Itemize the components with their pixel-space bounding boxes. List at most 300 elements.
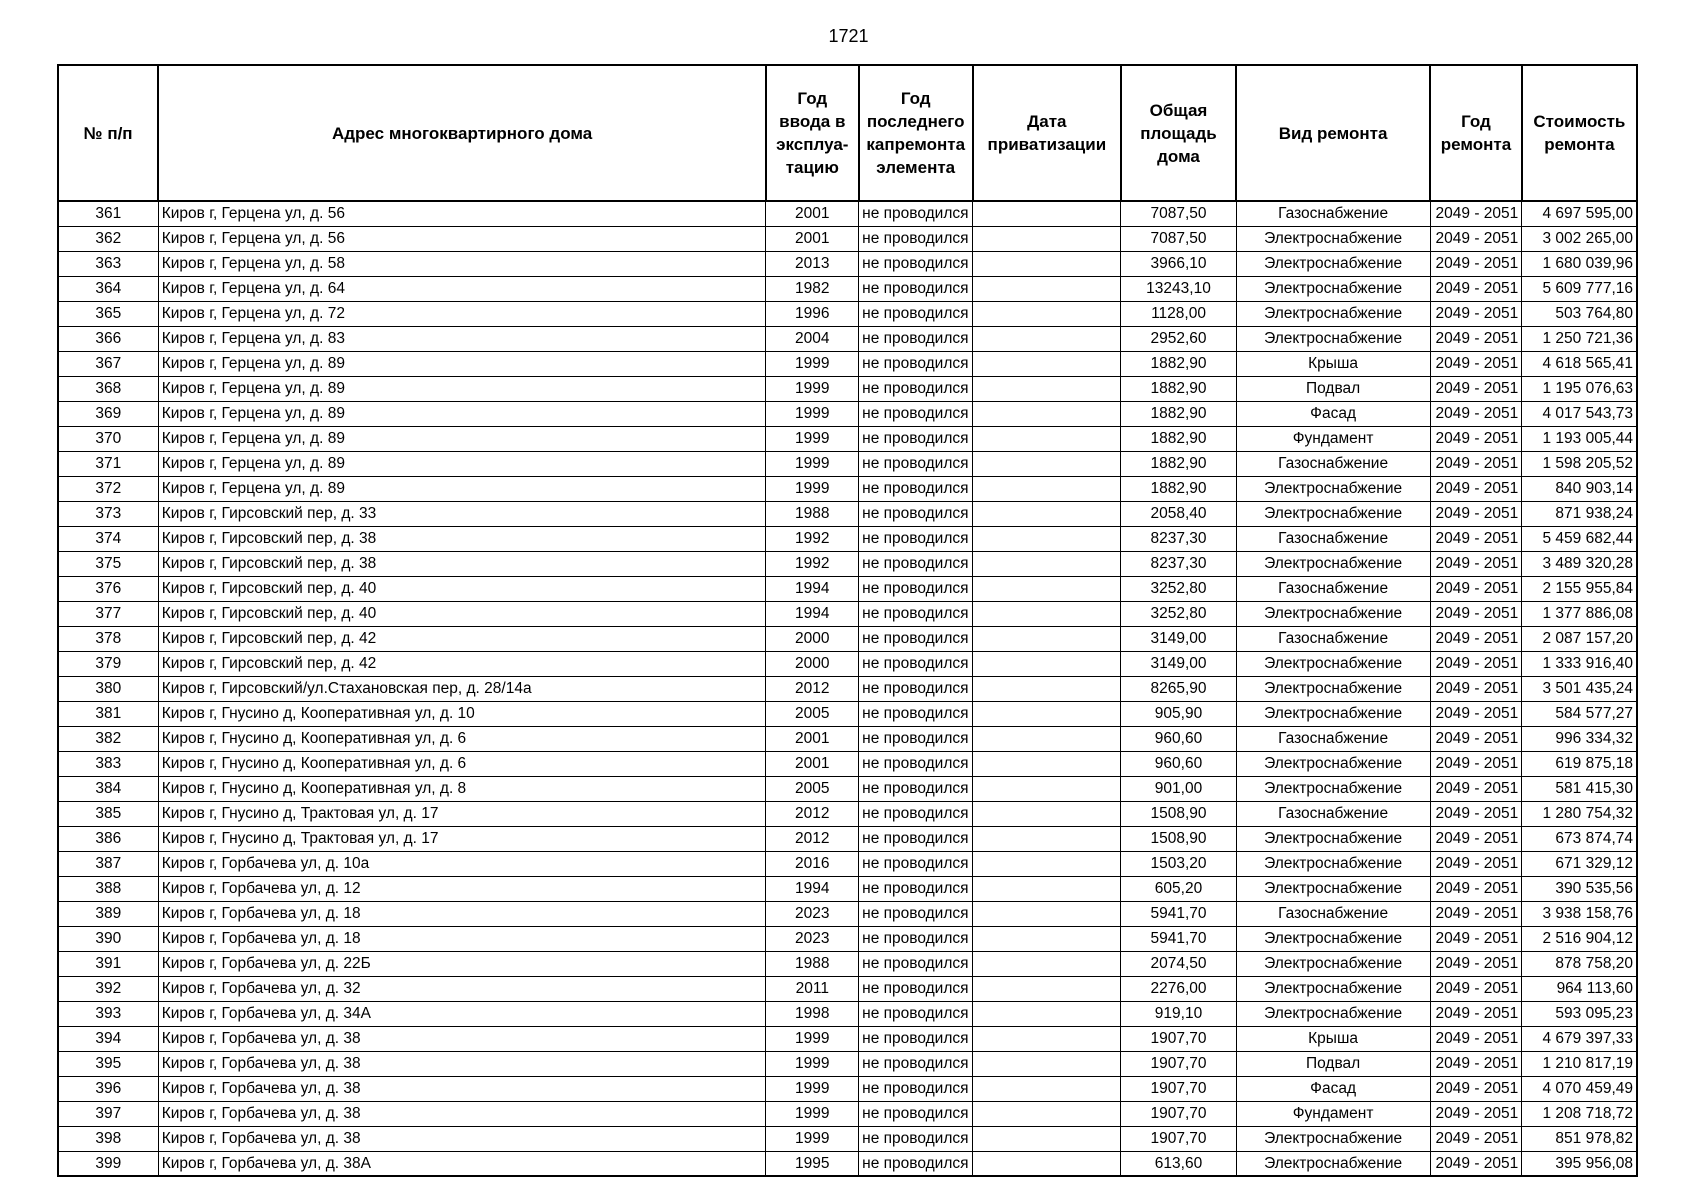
cell-repair-type: Электроснабжение: [1236, 976, 1430, 1001]
cell-last-repair: не проводился: [859, 751, 973, 776]
cell-privatization: [973, 501, 1121, 526]
cell-cost: 581 415,30: [1522, 776, 1637, 801]
table-row: [58, 751, 1637, 776]
cell-privatization: [973, 601, 1121, 626]
table-row: [58, 426, 1637, 451]
cell-repair-year: 2049 - 2051: [1430, 476, 1522, 501]
table-row: [58, 551, 1637, 576]
cell-cost: 395 956,08: [1522, 1151, 1637, 1176]
cell-repair-year: 2049 - 2051: [1430, 251, 1522, 276]
cell-repair-type: Электроснабжение: [1236, 551, 1430, 576]
cell-address: Киров г, Гирсовский пер, д. 40: [158, 576, 766, 601]
cell-privatization: [973, 951, 1121, 976]
cell-num: 374: [58, 526, 158, 551]
cell-repair-year: 2049 - 2051: [1430, 351, 1522, 376]
cell-repair-type: Подвал: [1236, 1051, 1430, 1076]
cell-cost: 671 329,12: [1522, 851, 1637, 876]
cell-area: 1882,90: [1121, 476, 1236, 501]
cell-repair-year: 2049 - 2051: [1430, 801, 1522, 826]
cell-privatization: [973, 526, 1121, 551]
table-row: [58, 651, 1637, 676]
cell-repair-type: Электроснабжение: [1236, 501, 1430, 526]
cell-repair-type: Электроснабжение: [1236, 326, 1430, 351]
cell-last-repair: не проводился: [859, 201, 973, 226]
cell-cost: 1 280 754,32: [1522, 801, 1637, 826]
cell-address: Киров г, Гнусино д, Кооперативная ул, д. 6: [158, 751, 766, 776]
cell-address: Киров г, Гнусино д, Трактовая ул, д. 17: [158, 826, 766, 851]
cell-year-built: 2012: [766, 826, 859, 851]
cell-num: 380: [58, 676, 158, 701]
cell-year-built: 1996: [766, 301, 859, 326]
cell-repair-type: Электроснабжение: [1236, 876, 1430, 901]
cell-area: 2952,60: [1121, 326, 1236, 351]
cell-address: Киров г, Гирсовский пер, д. 38: [158, 551, 766, 576]
cell-privatization: [973, 576, 1121, 601]
cell-privatization: [973, 401, 1121, 426]
cell-repair-type: Электроснабжение: [1236, 276, 1430, 301]
cell-num: 373: [58, 501, 158, 526]
cell-last-repair: не проводился: [859, 851, 973, 876]
cell-privatization: [973, 901, 1121, 926]
cell-year-built: 1999: [766, 351, 859, 376]
cell-year-built: 2011: [766, 976, 859, 1001]
cell-address: Киров г, Горбачева ул, д. 32: [158, 976, 766, 1001]
cell-repair-type: Электроснабжение: [1236, 301, 1430, 326]
cell-year-built: 2005: [766, 701, 859, 726]
cell-repair-type: Электроснабжение: [1236, 476, 1430, 501]
cell-privatization: [973, 1051, 1121, 1076]
cell-repair-year: 2049 - 2051: [1430, 851, 1522, 876]
cell-last-repair: не проводился: [859, 426, 973, 451]
cell-repair-type: Газоснабжение: [1236, 726, 1430, 751]
cell-privatization: [973, 1151, 1121, 1176]
cell-cost: 619 875,18: [1522, 751, 1637, 776]
table-row: [58, 776, 1637, 801]
table-row: [58, 251, 1637, 276]
table-row: [58, 376, 1637, 401]
cell-privatization: [973, 226, 1121, 251]
cell-cost: 840 903,14: [1522, 476, 1637, 501]
table-row: [58, 951, 1637, 976]
cell-repair-type: Электроснабжение: [1236, 951, 1430, 976]
table-row: [58, 226, 1637, 251]
cell-privatization: [973, 351, 1121, 376]
cell-cost: 503 764,80: [1522, 301, 1637, 326]
cell-cost: 1 210 817,19: [1522, 1051, 1637, 1076]
cell-repair-type: Электроснабжение: [1236, 701, 1430, 726]
cell-last-repair: не проводился: [859, 926, 973, 951]
cell-address: Киров г, Гирсовский пер, д. 42: [158, 626, 766, 651]
cell-repair-type: Электроснабжение: [1236, 1001, 1430, 1026]
cell-repair-type: Электроснабжение: [1236, 1151, 1430, 1176]
cell-year-built: 2016: [766, 851, 859, 876]
header-area: Общая площадь дома: [1121, 65, 1236, 201]
cell-area: 905,90: [1121, 701, 1236, 726]
cell-year-built: 2023: [766, 901, 859, 926]
cell-repair-year: 2049 - 2051: [1430, 376, 1522, 401]
table-row: [58, 876, 1637, 901]
cell-cost: 5 459 682,44: [1522, 526, 1637, 551]
cell-last-repair: не проводился: [859, 301, 973, 326]
cell-repair-year: 2049 - 2051: [1430, 1001, 1522, 1026]
cell-num: 389: [58, 901, 158, 926]
cell-year-built: 1998: [766, 1001, 859, 1026]
cell-privatization: [973, 826, 1121, 851]
table-row: [58, 901, 1637, 926]
cell-last-repair: не проводился: [859, 1101, 973, 1126]
cell-cost: 1 195 076,63: [1522, 376, 1637, 401]
cell-area: 960,60: [1121, 726, 1236, 751]
cell-address: Киров г, Горбачева ул, д. 34А: [158, 1001, 766, 1026]
cell-privatization: [973, 776, 1121, 801]
cell-repair-year: 2049 - 2051: [1430, 601, 1522, 626]
cell-address: Киров г, Герцена ул, д. 89: [158, 376, 766, 401]
cell-cost: 1 598 205,52: [1522, 451, 1637, 476]
cell-repair-type: Электроснабжение: [1236, 1126, 1430, 1151]
table-row: [58, 351, 1637, 376]
cell-num: 369: [58, 401, 158, 426]
cell-num: 376: [58, 576, 158, 601]
cell-repair-type: Электроснабжение: [1236, 826, 1430, 851]
cell-address: Киров г, Горбачева ул, д. 18: [158, 926, 766, 951]
cell-privatization: [973, 201, 1121, 226]
cell-last-repair: не проводился: [859, 326, 973, 351]
cell-privatization: [973, 451, 1121, 476]
cell-repair-type: Газоснабжение: [1236, 576, 1430, 601]
cell-num: 372: [58, 476, 158, 501]
cell-address: Киров г, Горбачева ул, д. 38: [158, 1026, 766, 1051]
cell-num: 384: [58, 776, 158, 801]
cell-privatization: [973, 851, 1121, 876]
cell-address: Киров г, Горбачева ул, д. 38: [158, 1101, 766, 1126]
cell-repair-year: 2049 - 2051: [1430, 201, 1522, 226]
cell-address: Киров г, Горбачева ул, д. 10а: [158, 851, 766, 876]
cell-address: Киров г, Горбачева ул, д. 38А: [158, 1151, 766, 1176]
cell-year-built: 2012: [766, 801, 859, 826]
header-row: [58, 65, 1637, 201]
cell-privatization: [973, 726, 1121, 751]
cell-area: 1882,90: [1121, 426, 1236, 451]
cell-privatization: [973, 1001, 1121, 1026]
cell-cost: 4 618 565,41: [1522, 351, 1637, 376]
cell-year-built: 2001: [766, 201, 859, 226]
cell-cost: 3 002 265,00: [1522, 226, 1637, 251]
cell-cost: 1 208 718,72: [1522, 1101, 1637, 1126]
cell-repair-year: 2049 - 2051: [1430, 1076, 1522, 1101]
table-row: [58, 1126, 1637, 1151]
header-privatization: Дата приватизации: [973, 65, 1121, 201]
cell-cost: 2 087 157,20: [1522, 626, 1637, 651]
cell-last-repair: не проводился: [859, 1001, 973, 1026]
cell-cost: 3 938 158,76: [1522, 901, 1637, 926]
cell-last-repair: не проводился: [859, 526, 973, 551]
cell-year-built: 2001: [766, 751, 859, 776]
cell-cost: 1 680 039,96: [1522, 251, 1637, 276]
cell-num: 365: [58, 301, 158, 326]
cell-privatization: [973, 876, 1121, 901]
cell-address: Киров г, Гирсовский пер, д. 40: [158, 601, 766, 626]
cell-area: 1882,90: [1121, 376, 1236, 401]
cell-last-repair: не проводился: [859, 951, 973, 976]
cell-repair-type: Электроснабжение: [1236, 601, 1430, 626]
cell-address: Киров г, Герцена ул, д. 56: [158, 226, 766, 251]
table-row: [58, 1076, 1637, 1101]
table-row: [58, 801, 1637, 826]
cell-cost: 1 377 886,08: [1522, 601, 1637, 626]
table-row: [58, 1001, 1637, 1026]
cell-address: Киров г, Горбачева ул, д. 18: [158, 901, 766, 926]
cell-last-repair: не проводился: [859, 1126, 973, 1151]
cell-year-built: 1992: [766, 551, 859, 576]
cell-repair-type: Газоснабжение: [1236, 801, 1430, 826]
cell-year-built: 1999: [766, 376, 859, 401]
cell-repair-type: Крыша: [1236, 351, 1430, 376]
cell-num: 361: [58, 201, 158, 226]
cell-year-built: 1982: [766, 276, 859, 301]
cell-address: Киров г, Гирсовский/ул.Стахановская пер, д. 28/14а: [158, 676, 766, 701]
table-row: [58, 476, 1637, 501]
header-last-repair: Год последнего капремонта элемента: [859, 65, 973, 201]
page-number: 1721: [828, 26, 869, 46]
cell-area: 2058,40: [1121, 501, 1236, 526]
cell-address: Киров г, Гнусино д, Кооперативная ул, д. 6: [158, 726, 766, 751]
cell-repair-type: Электроснабжение: [1236, 226, 1430, 251]
table-row: [58, 501, 1637, 526]
cell-repair-year: 2049 - 2051: [1430, 1101, 1522, 1126]
header-address: Адрес многоквартирного дома: [158, 65, 766, 201]
cell-last-repair: не проводился: [859, 701, 973, 726]
cell-area: 5941,70: [1121, 926, 1236, 951]
cell-year-built: 2004: [766, 326, 859, 351]
cell-privatization: [973, 751, 1121, 776]
table-row: [58, 576, 1637, 601]
cell-last-repair: не проводился: [859, 276, 973, 301]
cell-area: 7087,50: [1121, 226, 1236, 251]
header-cost: Стоимость ремонта: [1522, 65, 1637, 201]
header-repair-type: Вид ремонта: [1236, 65, 1430, 201]
cell-area: 3149,00: [1121, 626, 1236, 651]
cell-area: 919,10: [1121, 1001, 1236, 1026]
cell-cost: 584 577,27: [1522, 701, 1637, 726]
cell-area: 960,60: [1121, 751, 1236, 776]
cell-last-repair: не проводился: [859, 501, 973, 526]
cell-year-built: 2012: [766, 676, 859, 701]
cell-privatization: [973, 476, 1121, 501]
cell-privatization: [973, 276, 1121, 301]
cell-year-built: 2023: [766, 926, 859, 951]
cell-repair-year: 2049 - 2051: [1430, 751, 1522, 776]
cell-repair-year: 2049 - 2051: [1430, 501, 1522, 526]
cell-num: 363: [58, 251, 158, 276]
cell-num: 390: [58, 926, 158, 951]
cell-last-repair: не проводился: [859, 251, 973, 276]
cell-num: 378: [58, 626, 158, 651]
cell-repair-type: Электроснабжение: [1236, 776, 1430, 801]
cell-last-repair: не проводился: [859, 451, 973, 476]
cell-repair-year: 2049 - 2051: [1430, 1051, 1522, 1076]
cell-repair-year: 2049 - 2051: [1430, 876, 1522, 901]
cell-year-built: 2001: [766, 726, 859, 751]
cell-year-built: 2000: [766, 626, 859, 651]
cell-repair-type: Электроснабжение: [1236, 251, 1430, 276]
cell-num: 381: [58, 701, 158, 726]
cell-last-repair: не проводился: [859, 726, 973, 751]
table-row: [58, 1051, 1637, 1076]
cell-cost: 964 113,60: [1522, 976, 1637, 1001]
cell-year-built: 2001: [766, 226, 859, 251]
cell-last-repair: не проводился: [859, 351, 973, 376]
cell-num: 398: [58, 1126, 158, 1151]
cell-cost: 4 697 595,00: [1522, 201, 1637, 226]
cell-num: 393: [58, 1001, 158, 1026]
cell-cost: 593 095,23: [1522, 1001, 1637, 1026]
table-row: [58, 676, 1637, 701]
cell-repair-type: Подвал: [1236, 376, 1430, 401]
cell-address: Киров г, Гнусино д, Кооперативная ул, д. 10: [158, 701, 766, 726]
table-row: [58, 1151, 1637, 1176]
cell-address: Киров г, Гирсовский пер, д. 33: [158, 501, 766, 526]
cell-cost: 5 609 777,16: [1522, 276, 1637, 301]
cell-repair-year: 2049 - 2051: [1430, 276, 1522, 301]
cell-year-built: 2000: [766, 651, 859, 676]
cell-address: Киров г, Гирсовский пер, д. 38: [158, 526, 766, 551]
cell-year-built: 1994: [766, 601, 859, 626]
cell-num: 364: [58, 276, 158, 301]
cell-cost: 673 874,74: [1522, 826, 1637, 851]
table-row: [58, 626, 1637, 651]
cell-repair-year: 2049 - 2051: [1430, 226, 1522, 251]
cell-cost: 4 017 543,73: [1522, 401, 1637, 426]
cell-repair-year: 2049 - 2051: [1430, 301, 1522, 326]
cell-privatization: [973, 1026, 1121, 1051]
cell-area: 605,20: [1121, 876, 1236, 901]
cell-cost: 2 516 904,12: [1522, 926, 1637, 951]
cell-num: 399: [58, 1151, 158, 1176]
table-row: [58, 276, 1637, 301]
cell-num: 397: [58, 1101, 158, 1126]
cell-year-built: 1995: [766, 1151, 859, 1176]
cell-year-built: 2005: [766, 776, 859, 801]
cell-address: Киров г, Горбачева ул, д. 38: [158, 1076, 766, 1101]
cell-num: 370: [58, 426, 158, 451]
cell-address: Киров г, Герцена ул, д. 89: [158, 351, 766, 376]
cell-repair-type: Фасад: [1236, 401, 1430, 426]
cell-cost: 3 489 320,28: [1522, 551, 1637, 576]
cell-last-repair: не проводился: [859, 401, 973, 426]
cell-repair-type: Электроснабжение: [1236, 926, 1430, 951]
cell-address: Киров г, Герцена ул, д. 89: [158, 426, 766, 451]
cell-area: 2074,50: [1121, 951, 1236, 976]
cell-last-repair: не проводился: [859, 626, 973, 651]
cell-repair-type: Фундамент: [1236, 1101, 1430, 1126]
cell-privatization: [973, 976, 1121, 1001]
cell-area: 613,60: [1121, 1151, 1236, 1176]
cell-address: Киров г, Гнусино д, Трактовая ул, д. 17: [158, 801, 766, 826]
table-row: [58, 1026, 1637, 1051]
cell-privatization: [973, 651, 1121, 676]
cell-area: 3966,10: [1121, 251, 1236, 276]
cell-area: 1907,70: [1121, 1126, 1236, 1151]
cell-cost: 1 193 005,44: [1522, 426, 1637, 451]
cell-address: Киров г, Герцена ул, д. 89: [158, 401, 766, 426]
cell-area: 7087,50: [1121, 201, 1236, 226]
cell-repair-year: 2049 - 2051: [1430, 651, 1522, 676]
cell-num: 362: [58, 226, 158, 251]
cell-area: 8265,90: [1121, 676, 1236, 701]
cell-area: 1882,90: [1121, 401, 1236, 426]
cell-address: Киров г, Гнусино д, Кооперативная ул, д. 8: [158, 776, 766, 801]
repair-register-table: [57, 64, 1638, 1177]
cell-num: 391: [58, 951, 158, 976]
table-row: [58, 601, 1637, 626]
cell-repair-year: 2049 - 2051: [1430, 326, 1522, 351]
cell-num: 379: [58, 651, 158, 676]
table-row: [58, 526, 1637, 551]
cell-year-built: 1994: [766, 576, 859, 601]
cell-last-repair: не проводился: [859, 676, 973, 701]
cell-num: 388: [58, 876, 158, 901]
cell-repair-year: 2049 - 2051: [1430, 1151, 1522, 1176]
table-body: [58, 201, 1637, 1176]
cell-area: 5941,70: [1121, 901, 1236, 926]
cell-num: 368: [58, 376, 158, 401]
cell-privatization: [973, 701, 1121, 726]
cell-privatization: [973, 301, 1121, 326]
cell-repair-type: Электроснабжение: [1236, 651, 1430, 676]
cell-area: 1882,90: [1121, 451, 1236, 476]
cell-repair-type: Газоснабжение: [1236, 451, 1430, 476]
cell-last-repair: не проводился: [859, 776, 973, 801]
cell-last-repair: не проводился: [859, 476, 973, 501]
cell-repair-year: 2049 - 2051: [1430, 551, 1522, 576]
cell-address: Киров г, Герцена ул, д. 64: [158, 276, 766, 301]
cell-repair-year: 2049 - 2051: [1430, 926, 1522, 951]
cell-area: 8237,30: [1121, 551, 1236, 576]
cell-area: 3252,80: [1121, 601, 1236, 626]
table-row: [58, 326, 1637, 351]
cell-area: 1907,70: [1121, 1026, 1236, 1051]
cell-num: 367: [58, 351, 158, 376]
cell-privatization: [973, 251, 1121, 276]
table-row: [58, 451, 1637, 476]
cell-year-built: 2013: [766, 251, 859, 276]
cell-cost: 996 334,32: [1522, 726, 1637, 751]
header-year-built: Год ввода в эксплуа-тацию: [766, 65, 859, 201]
cell-repair-year: 2049 - 2051: [1430, 826, 1522, 851]
cell-last-repair: не проводился: [859, 1026, 973, 1051]
cell-last-repair: не проводился: [859, 976, 973, 1001]
cell-area: 1508,90: [1121, 801, 1236, 826]
cell-privatization: [973, 626, 1121, 651]
cell-area: 1907,70: [1121, 1101, 1236, 1126]
cell-repair-type: Газоснабжение: [1236, 626, 1430, 651]
cell-area: 1503,20: [1121, 851, 1236, 876]
cell-num: 382: [58, 726, 158, 751]
cell-num: 377: [58, 601, 158, 626]
table-row: [58, 301, 1637, 326]
cell-repair-type: Газоснабжение: [1236, 901, 1430, 926]
cell-repair-type: Газоснабжение: [1236, 201, 1430, 226]
cell-last-repair: не проводился: [859, 876, 973, 901]
cell-cost: 851 978,82: [1522, 1126, 1637, 1151]
cell-last-repair: не проводился: [859, 576, 973, 601]
table-row: [58, 926, 1637, 951]
cell-address: Киров г, Горбачева ул, д. 12: [158, 876, 766, 901]
cell-cost: 1 333 916,40: [1522, 651, 1637, 676]
cell-repair-year: 2049 - 2051: [1430, 976, 1522, 1001]
cell-num: 366: [58, 326, 158, 351]
cell-repair-year: 2049 - 2051: [1430, 776, 1522, 801]
